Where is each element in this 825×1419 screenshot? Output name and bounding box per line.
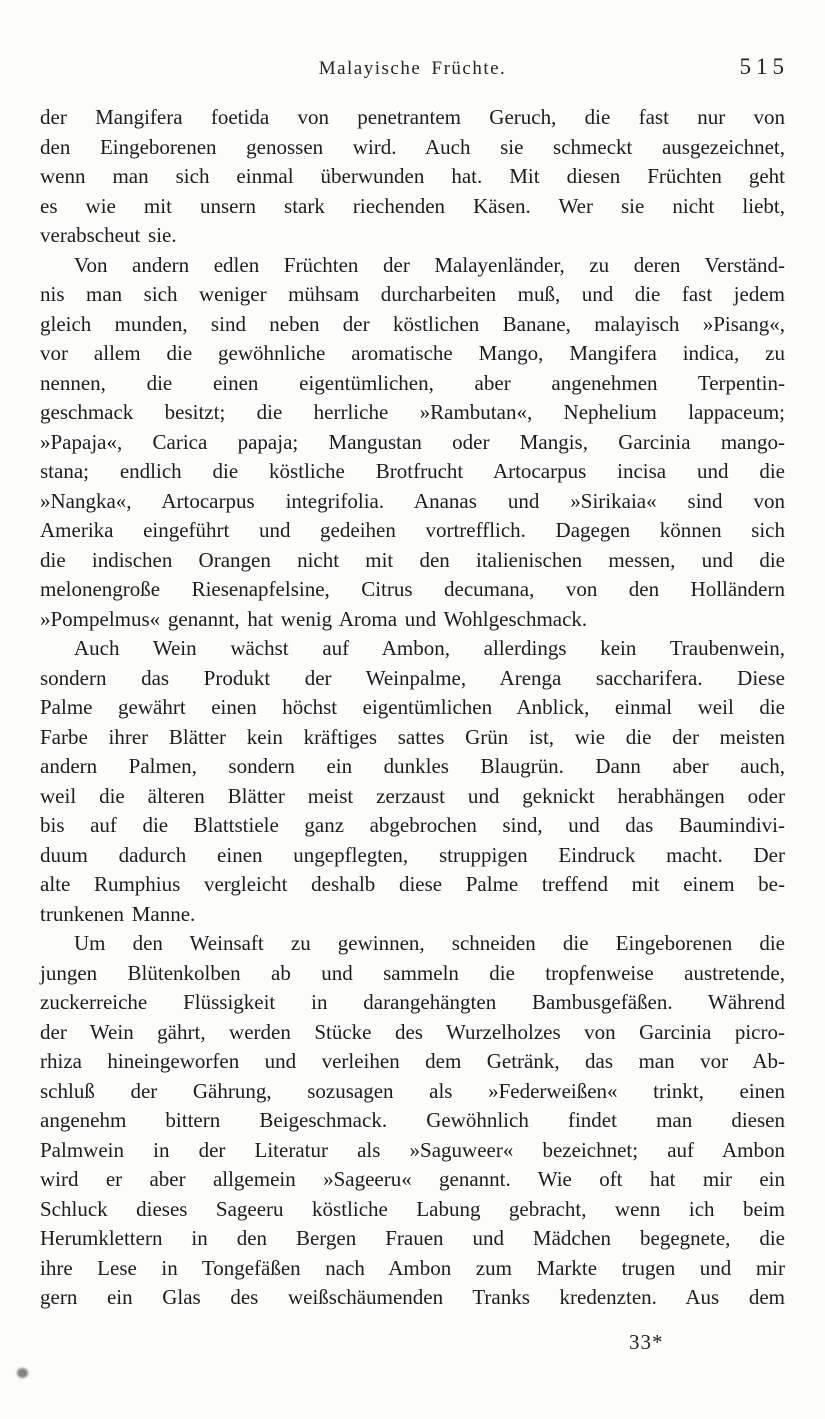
text-line: es wie mit unsern stark riechenden Käsen. Wer sie nicht liebt, (40, 193, 785, 218)
text-line: rhiza hineingeworfen und verleihen dem Getränk, das man vor Ab- (40, 1049, 785, 1073)
paragraph (40, 103, 785, 251)
text-line: vor allem die gewöhnliche aromatische Mango, Mangifera indica, zu (40, 341, 785, 365)
text-line: sondern das Produkt der Weinpalme, Arenga saccharifera. Diese (40, 665, 785, 690)
text-line: Auch Wein wächst auf Ambon, allerdings kein Traubenwein, (74, 636, 785, 660)
text-line: zuckerreiche Flüssigkeit in darangehängten Bambusgefäßen. Während (40, 990, 785, 1014)
text-line: den Eingeborenen genossen wird. Auch sie schmeckt ausgezeichnet, (40, 134, 785, 159)
ink-speck (17, 1368, 28, 1378)
text-line: Palme gewährt einen höchst eigentümlichen Anblick, einmal weil die (40, 695, 785, 719)
text-line: nennen, die einen eigentümlichen, aber angenehmen Terpentin- (40, 370, 785, 395)
text-line: ihre Lese in Tongefäßen nach Ambon zum Markte trugen und mir (40, 1255, 785, 1280)
page-body (40, 103, 785, 1313)
page-number: 515 (739, 54, 789, 79)
paragraph (40, 929, 785, 1313)
text-line: angenehm bittern Beigeschmack. Gewöhnlich findet man diesen (40, 1108, 785, 1132)
text-line: Herumklettern in den Bergen Frauen und Mädchen begegnete, die (40, 1226, 785, 1250)
text-line: die indischen Orangen nicht mit den italienischen messen, und die (40, 547, 785, 572)
text-line: bis auf die Blattstiele ganz abgebrochen sind, und das Baumindivi- (40, 813, 785, 837)
text-line: Schluck dieses Sageeru köstliche Labung gebracht, wenn ich beim (40, 1196, 785, 1221)
paragraph (40, 634, 785, 929)
text-line: wenn man sich einmal überwunden hat. Mit diesen Früchten geht (40, 164, 785, 188)
running-head-title: Malayische Früchte. (318, 58, 507, 79)
text-line: andern Palmen, sondern ein dunkles Blaugrün. Dann aber auch, (40, 754, 785, 778)
text-line: melonengroße Riesenapfelsine, Citrus decumana, von den Holländern (40, 577, 785, 601)
text-line: nis man sich weniger mühsam durcharbeiten muß, und die fast jedem (40, 282, 785, 306)
text-line: Um den Weinsaft zu gewinnen, schneiden die Eingeborenen die (74, 931, 785, 955)
text-line: weil die älteren Blätter meist zerzaust und geknickt herabhängen oder (40, 783, 785, 808)
text-line: »Pompelmus« genannt, hat wenig Aroma und Wohlgeschmack. (40, 606, 588, 631)
text-line: duum dadurch einen ungepflegten, struppigen Eindruck macht. Der (40, 842, 785, 867)
text-line: Von andern edlen Früchten der Malayenländer, zu deren Verständ- (74, 252, 785, 277)
text-line: der Mangifera foetida von penetrantem Geruch, die fast nur von (40, 105, 785, 129)
text-line: schluß der Gährung, sozusagen als »Federweißen« trinkt, einen (40, 1078, 785, 1103)
text-line: Amerika eingeführt und gedeihen vortrefflich. Dagegen können sich (40, 518, 785, 542)
paragraph (40, 251, 785, 635)
text-line: gern ein Glas des weißschäumenden Tranks kredenzten. Aus dem (40, 1285, 785, 1309)
text-line: »Papaja«, Carica papaja; Mangustan oder Mangis, Garcinia mango- (40, 429, 785, 454)
text-line: trunkenen Manne. (40, 901, 196, 926)
text-line: »Nangka«, Artocarpus integrifolia. Ananas und »Sirikaia« sind von (40, 488, 785, 513)
text-line: der Wein gährt, werden Stücke des Wurzelholzes von Garcinia picro- (40, 1019, 785, 1044)
text-line: gleich munden, sind neben der köstlichen Banane, malayisch »Pisang«, (40, 311, 785, 336)
text-line: stana; endlich die köstliche Brotfrucht Artocarpus incisa und die (40, 459, 785, 483)
text-line: wird er aber allgemein »Sageeru« genannt. Wie oft hat mir ein (40, 1167, 785, 1191)
text-line: Farbe ihrer Blätter kein kräftiges sattes Grün ist, wie die der meisten (40, 724, 785, 749)
text-line: alte Rumphius vergleicht deshalb diese Palme treffend mit einem be- (40, 872, 785, 896)
text-line: Palmwein in der Literatur als »Saguweer« bezeichnet; auf Ambon (40, 1137, 785, 1162)
text-line: geschmack besitzt; die herrliche »Rambutan«, Nephelium lappaceum; (40, 400, 785, 424)
signature-mark: 33* (629, 1330, 664, 1354)
text-line: jungen Blütenkolben ab und sammeln die tropfenweise austretende, (40, 960, 785, 985)
text-line: verabscheut sie. (40, 223, 177, 247)
